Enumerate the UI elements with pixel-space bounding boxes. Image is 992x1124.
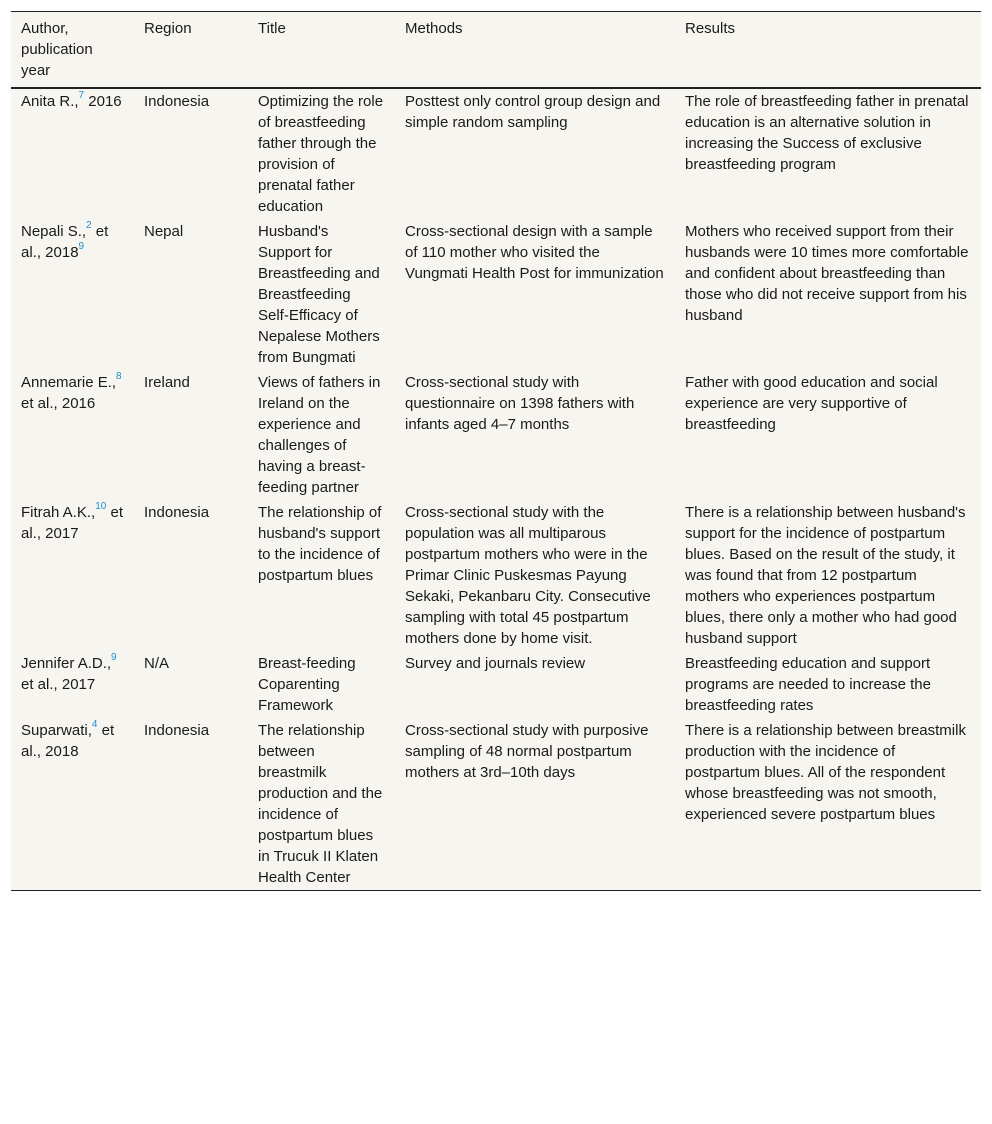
region-cell: Indonesia — [144, 722, 210, 739]
author-cell — [11, 718, 134, 890]
column-header-title: Title — [248, 12, 395, 88]
author-name: Suparwati, — [21, 722, 92, 739]
methods-cell: Survey and journals review — [405, 655, 586, 672]
region-cell: Indonesia — [144, 504, 210, 521]
title-cell: Optimizing the role of breastfeeding father through the provision of prenatal father education — [258, 93, 384, 215]
author-name: Nepali S., — [21, 223, 87, 240]
region-cell: N/A — [144, 655, 170, 672]
table-body — [11, 88, 981, 890]
author-year: et al., 2016 — [21, 395, 96, 412]
author-cell — [11, 88, 134, 219]
region-cell: Nepal — [144, 223, 184, 240]
title-cell: The relationship between breastmilk production and the incidence of postpartum blues in Trucuk II Klaten Health Center — [258, 722, 383, 886]
region-cell: Ireland — [144, 374, 190, 391]
methods-cell: Cross-sectional study with the population was all multiparous postpartum mothers who were in the Primar Clinic Puskesmas Payung Sekaki, Pekanbaru City. Consecutive sampling with total 45 postpartum mothers done by home visit. — [405, 504, 651, 647]
table-header — [11, 12, 981, 88]
author-year: et al., 2018 — [21, 223, 109, 261]
region-cell: Indonesia — [144, 93, 210, 110]
results-cell: Father with good education and social experience are very supportive of breastfeeding — [685, 374, 938, 433]
title-cell: Views of fathers in Ireland on the experience and challenges of having a breast- feeding partner — [258, 374, 381, 496]
reference-link[interactable]: 8 — [116, 371, 122, 382]
author-cell — [11, 500, 134, 651]
author-name: Jennifer A.D., — [21, 655, 112, 672]
methods-cell: Cross-sectional design with a sample of 110 mother who visited the Vungmati Health Post for immunization — [405, 223, 664, 282]
table-row — [11, 500, 981, 651]
author-name: Anita R., — [21, 93, 79, 110]
author-year: 2016 — [88, 93, 122, 110]
results-cell: Breastfeeding education and support programs are needed to increase the breastfeeding rates — [685, 655, 931, 714]
reference-link[interactable]: 10 — [95, 501, 107, 512]
reference-link[interactable]: 9 — [111, 652, 117, 663]
reference-link[interactable]: 9 — [78, 241, 85, 252]
results-cell: There is a relationship between breastmilk production with the incidence of postpartum blues. All of the respondent whose breastfeeding was not smooth, experienced severe postpartum blues — [685, 722, 966, 823]
results-cell: The role of breastfeeding father in prenatal education is an alternative solution in increasing the Success of exclusive breastfeeding program — [685, 93, 969, 173]
reference-link[interactable]: 2 — [86, 220, 92, 231]
author-name: Fitrah A.K., — [21, 504, 96, 521]
studies-table — [11, 12, 981, 890]
methods-cell: Cross-sectional study with purposive sampling of 48 normal postpartum mothers at 3rd–10th days — [405, 722, 649, 781]
author-year: et al., 2017 — [21, 504, 124, 542]
results-cell: There is a relationship between husband's support for the incidence of postpartum blues. Based on the result of the study, it was found that from 12 postpartum mothers who experiences postpartum blues, there only a mother who had good husband support — [685, 504, 966, 647]
reference-link[interactable]: 4 — [91, 719, 98, 730]
methods-cell: Cross-sectional study with questionnaire on 1398 fathers with infants aged 4–7 months — [405, 374, 635, 433]
results-cell: Mothers who received support from their husbands were 10 times more comfortable and confident about breastfeeding than those who did not receive support from his husband — [685, 223, 969, 324]
author-year: et al., 2018 — [21, 722, 115, 760]
column-header-author: Author, publication year — [11, 12, 134, 88]
reference-link[interactable]: 7 — [78, 90, 85, 101]
studies-table-container — [11, 11, 981, 891]
author-cell — [11, 219, 134, 370]
title-cell: The relationship of husband's support to the incidence of postpartum blues — [258, 504, 382, 584]
column-header-region: Region — [134, 12, 248, 88]
table-row — [11, 88, 981, 219]
table-row — [11, 219, 981, 370]
table-row — [11, 370, 981, 500]
column-header-results: Results — [675, 12, 981, 88]
table-row — [11, 651, 981, 718]
column-header-methods: Methods — [395, 12, 675, 88]
title-cell: Breast-feeding Coparenting Framework — [258, 655, 356, 714]
title-cell: Husband's Support for Breastfeeding and Breastfeeding Self-Efficacy of Nepalese Mothers from Bungmati — [258, 223, 380, 366]
author-cell — [11, 651, 134, 718]
author-year: et al., 2017 — [21, 676, 96, 693]
table-row — [11, 718, 981, 890]
author-cell — [11, 370, 134, 500]
methods-cell: Posttest only control group design and simple random sampling — [405, 93, 661, 131]
header-row — [11, 12, 981, 88]
author-name: Annemarie E., — [21, 374, 117, 391]
